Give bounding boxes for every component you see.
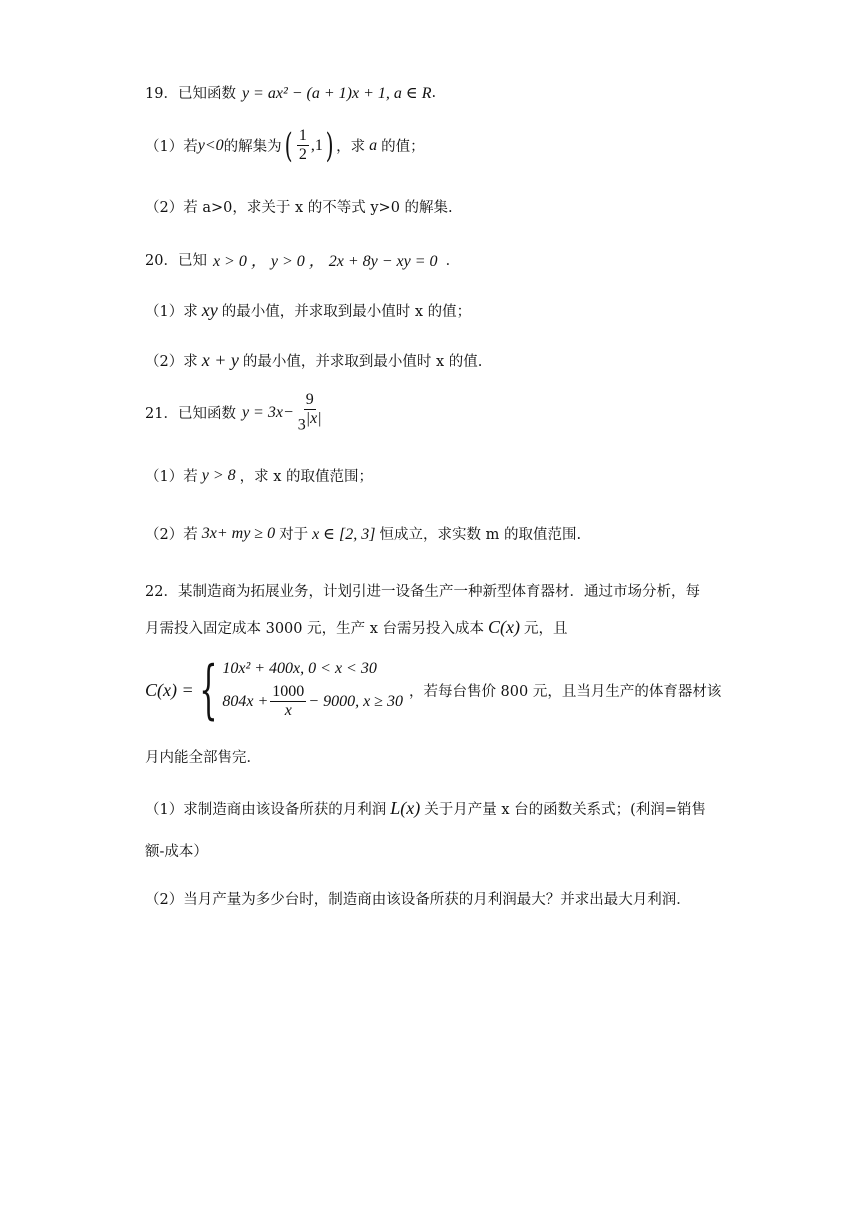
q19-lead: 已知函数 — [177, 86, 236, 102]
q22-brace: { — [198, 653, 218, 727]
q20-end: ． — [445, 253, 461, 269]
q21-p2-domain: x ∈ [2, 3] — [312, 525, 376, 543]
q22-line4: 月内能全部售完． — [145, 750, 261, 766]
q20-number: 20． — [145, 253, 178, 269]
q21-fraction — [296, 392, 324, 434]
q19-p1-text: 的解集为 — [223, 139, 282, 156]
q22-piecewise-lhs: C(x) = — [145, 679, 194, 700]
q21-frac-den: 3 — [297, 416, 306, 434]
q19-fraction — [297, 128, 309, 163]
q22-cost-func: C(x) — [488, 617, 520, 637]
q19-p1-ineq: y<0 — [197, 136, 224, 154]
q19-p2-text: （2）若 a>0，求关于 x 的不等式 y>0 的解集. — [145, 200, 453, 216]
q22-stem-line4 — [145, 746, 261, 767]
q22-line2-end: 元，且 — [524, 621, 568, 637]
q20-part2 — [145, 350, 482, 371]
q22-case2-b: − 9000, x ≥ 30 — [308, 692, 403, 710]
q22-profit-func: L(x) — [390, 798, 421, 818]
q22-case2-a: 804x + — [222, 692, 269, 710]
q21-expr-exp: x — [275, 403, 283, 421]
q19-p1-prefix: （1）若 — [145, 139, 198, 156]
q19-p1-ask: ，求 — [336, 139, 366, 156]
q22-cases — [222, 660, 403, 719]
q21-expr-minus: − — [282, 403, 294, 421]
q22-stem-line2 — [145, 617, 568, 638]
q19-number: 19． — [145, 86, 178, 102]
q21-p2-text: 恒成立，求实数 m 的取值范围. — [379, 527, 582, 543]
q20-lead: 已知 — [177, 253, 207, 269]
q20-p1-prefix: （1）求 — [145, 304, 198, 320]
q19-end: . — [431, 84, 437, 101]
q19-frac-den: 2 — [298, 145, 307, 163]
q22-case1: 10x² + 400x, 0 < x < 30 — [222, 660, 377, 678]
q19-close-paren: ) — [325, 125, 334, 166]
q22-case2 — [222, 684, 403, 719]
q20-stem — [145, 248, 460, 271]
q22-p1-cont: 额-成本） — [145, 844, 208, 860]
q19-stem — [145, 82, 436, 103]
q22-p2-text: （2）当月产量为多少台时，制造商由该设备所获的月利润最大？并求出最大月利润． — [145, 892, 691, 908]
q22-line2-text: 月需投入固定成本 3000 元，生产 x 台需另投入成本 — [145, 621, 485, 637]
q22-p1-text: 关于月产量 x 台的函数关系式；(利润=销售 — [424, 802, 706, 818]
q22-after-cases: ，若每台售价 800 元，且当月生产的体育器材该 — [408, 683, 722, 700]
q19-frac-num: 1 — [298, 127, 307, 144]
q21-p2-prefix: （2）若 — [145, 527, 198, 543]
q21-expr-base: y = 3 — [241, 403, 276, 421]
q21-p2-base: 3 — [201, 524, 210, 542]
q22-p1-prefix: （1）求制造商由该设备所获的月利润 — [145, 802, 387, 818]
q21-p2-ineq: + my ≥ 0 — [216, 524, 276, 542]
q20-part1 — [145, 300, 471, 321]
q22-part1 — [145, 798, 706, 819]
q21-p1-prefix: （1）若 — [145, 469, 198, 485]
q22-part2 — [145, 888, 691, 909]
q22-part1-cont — [145, 840, 208, 861]
q19-interval-end: ,1 — [310, 136, 323, 154]
q22-case2-den: x — [284, 702, 292, 720]
q20-conditions: x > 0 ， y > 0 ， 2x + 8y − xy = 0 — [212, 253, 438, 270]
q22-piecewise — [145, 653, 722, 727]
q22-case2-frac — [270, 684, 306, 719]
q22-case2-num: 1000 — [272, 683, 305, 701]
q21-part1 — [145, 465, 373, 486]
q22-line1: 22．某制造商为拓展业务，计划引进一设备生产一种新型体育器材．通过市场分析，每 — [145, 584, 700, 600]
q22-stem-line1 — [145, 580, 700, 601]
q21-p1-text: ，求 x 的取值范围； — [239, 469, 374, 485]
q21-frac-num: 9 — [305, 391, 314, 408]
q21-frac-den-exp: |x| — [305, 409, 322, 427]
q19-p1-end: 的值； — [381, 139, 425, 156]
q21-number: 21． — [145, 406, 178, 423]
q19-part2 — [145, 196, 453, 217]
q20-p2-prefix: （2）求 — [145, 354, 198, 370]
q21-p2-exp: x — [209, 524, 217, 542]
q20-p2-expr: x + y — [201, 350, 239, 370]
q21-lead: 已知函数 — [177, 406, 236, 423]
q21-p2-for: 对于 — [279, 527, 309, 543]
q19-function-expr: y = ax² − (a + 1)x + 1, a ∈ R — [241, 84, 432, 102]
q21-stem — [145, 392, 326, 434]
q20-p2-text: 的最小值，并求取到最小值时 x 的值. — [242, 354, 483, 370]
q20-p1-expr: xy — [201, 300, 218, 320]
q19-open-paren: ( — [284, 125, 293, 166]
q20-p1-text: 的最小值，并求取到最小值时 x 的值； — [221, 304, 472, 320]
q21-part2 — [145, 523, 581, 544]
q21-p1-ineq: y > 8 — [201, 466, 236, 484]
q19-part1 — [145, 125, 425, 166]
q19-p1-var: a — [369, 136, 378, 154]
